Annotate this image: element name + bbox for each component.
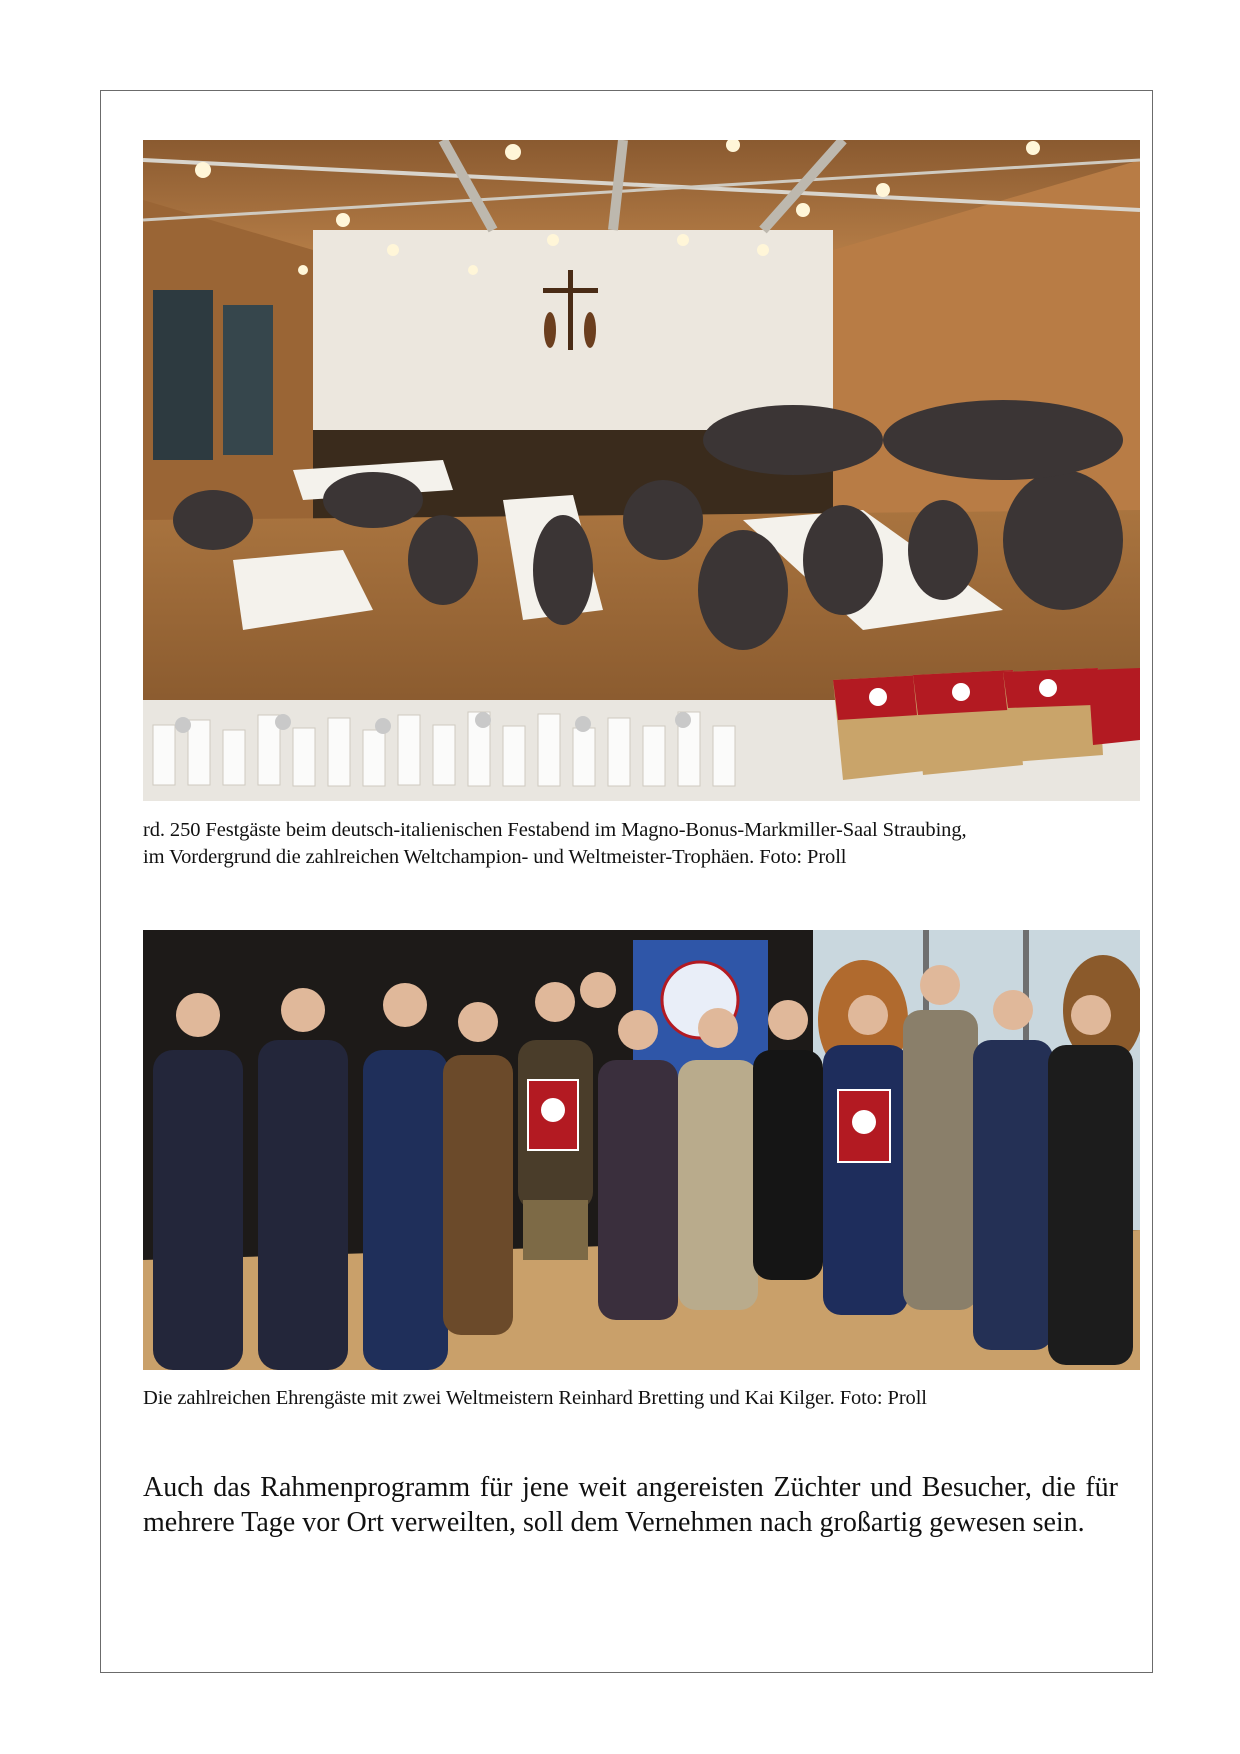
banquet-hall-photo (143, 140, 1140, 801)
caption-line: rd. 250 Festgäste beim deutsch-italienischen Festabend im Magno-Bonus-Markmiller-Saal Straubing, (143, 819, 967, 841)
banquet-hall-illustration (143, 140, 1140, 801)
caption-line: im Vordergrund die zahlreichen Weltchampion- und Weltmeister-Trophäen. Foto: Proll (143, 846, 847, 868)
group-photo-illustration (143, 930, 1140, 1370)
group-photo (143, 930, 1140, 1370)
body-paragraph: Auch das Rahmenprogramm für jene weit angereisten Züchter und Besucher, die für mehrere Tage vor Ort verweilten, soll dem Vernehmen nach großartig gewesen sein. (143, 1472, 1118, 1538)
group-photo-caption: Die zahlreichen Ehrengäste mit zwei Weltmeistern Reinhard Bretting und Kai Kilger. Foto: Proll (143, 1387, 927, 1409)
banquet-photo-caption (143, 817, 1143, 871)
